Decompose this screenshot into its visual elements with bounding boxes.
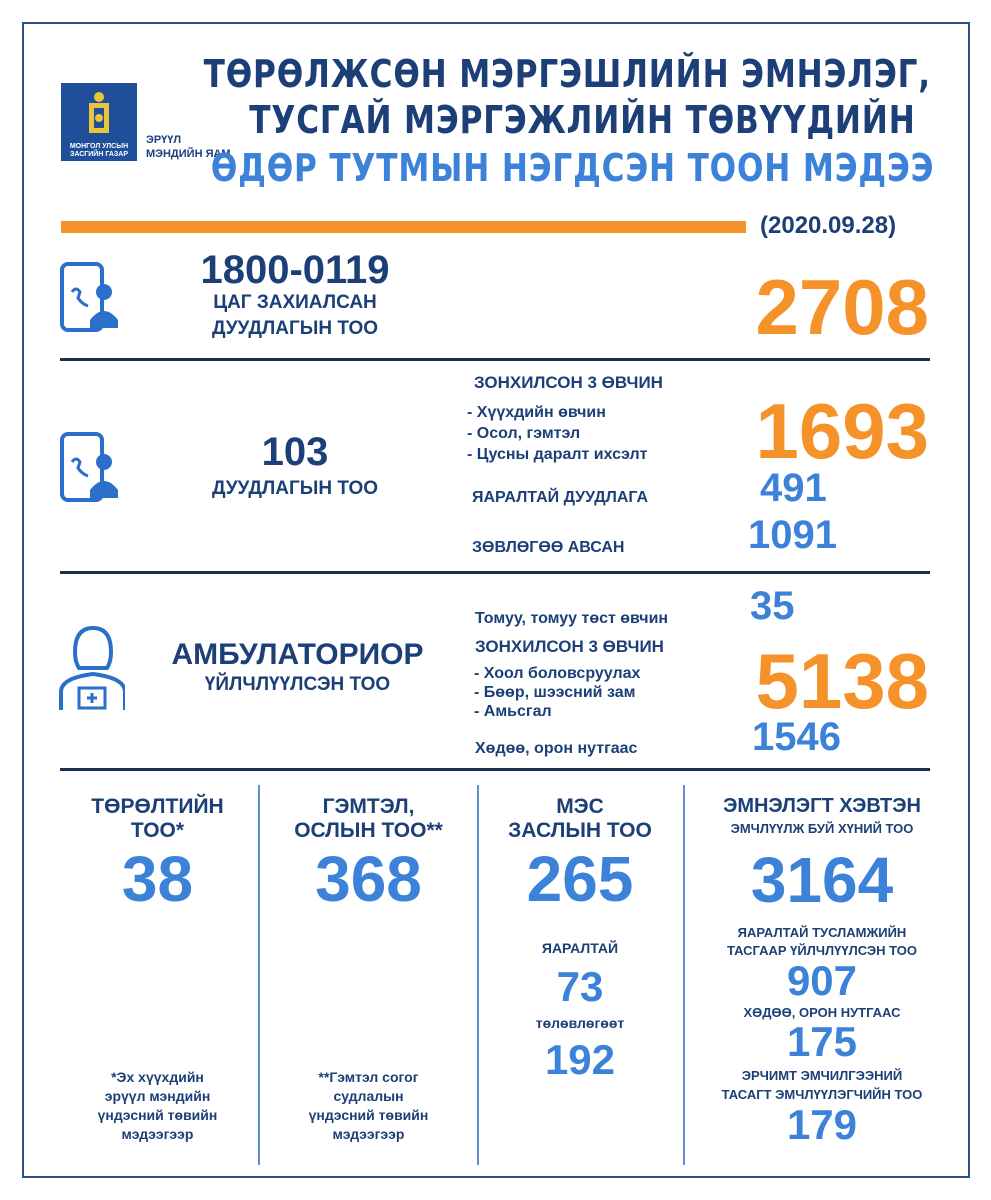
injuries-note: **Гэмтэл согог [318, 1069, 419, 1085]
births-value: 38 [121, 843, 194, 915]
hotline-number: 1800-0119 [200, 248, 390, 292]
government-logo [61, 83, 137, 161]
logo-text: МОНГОЛ УЛСЫН ЗАСГИЙН ГАЗАР [69, 143, 129, 159]
rural-label: Хөдөө, орон нутгаас [475, 740, 638, 757]
flu-label: Томуу, томуу төст өвчин [475, 610, 669, 627]
inpatient-title: ЭМНЭЛЭГТ ХЭВТЭН [723, 795, 921, 817]
surgery-emergency-value: 73 [556, 962, 604, 1010]
injuries-value: 368 [315, 843, 422, 915]
er-label: ЯАРАЛТАЙ ТУСЛАМЖИЙН [737, 924, 907, 940]
disease-item: - Осол, гэмтэл [467, 424, 581, 442]
surgery-title-2: ЗАСЛЫН ТОО [508, 819, 652, 842]
injuries-title: ГЭМТЭЛ, [322, 795, 415, 818]
column-divider [683, 785, 685, 1165]
orange-bar [61, 221, 746, 233]
doctor-icon [55, 622, 125, 714]
calls-label: ДУУДЛАГЫН ТОО [211, 478, 379, 499]
injuries-note: судлалын [333, 1087, 404, 1104]
top3-title: ЗОНХИЛСОН 3 ӨВЧИН [474, 373, 663, 392]
booked-calls-label-2: ДУУДЛАГЫН ТОО [211, 318, 379, 339]
title-line2: ТУСГАЙ МЭРГЭЖЛИЙН ТӨВҮҮДИЙН [249, 98, 916, 142]
divider [60, 768, 930, 771]
icu-value: 179 [786, 1100, 858, 1148]
top3-title: ЗОНХИЛСОН 3 ӨВЧИН [475, 637, 664, 656]
er-label-2: ТАСГААР ҮЙЛЧЛҮҮЛСЭН ТОО [726, 942, 918, 958]
emergency-hotline-number: 103 [261, 430, 329, 474]
column-divider [477, 785, 479, 1165]
flu-value: 35 [750, 584, 795, 628]
ministry-name-line1: ЭРҮҮЛ [146, 134, 182, 146]
births-note: мэдээгээр [121, 1125, 194, 1142]
column-divider [258, 785, 260, 1165]
emergency-calls-label: ЯАРАЛТАЙ ДУУДЛАГА [472, 489, 649, 506]
disease-item: - Амьсгал [474, 703, 552, 721]
inpatient-value: 3164 [750, 843, 894, 916]
icu-label: ЭРЧИМТ ЭМЧИЛГЭЭНИЙ [741, 1068, 903, 1084]
rural-value: 1546 [752, 715, 841, 759]
surgery-planned-value: 192 [544, 1035, 616, 1083]
divider [60, 571, 930, 574]
title-line3: ӨДӨР ТУТМЫН НЭГДСЭН ТООН МЭДЭЭ [210, 146, 934, 190]
surgery-planned-label: төлөвлөгөөт [535, 1014, 625, 1031]
ministry-name-line2: МЭНДИЙН ЯАМ [146, 148, 231, 161]
births-title: ТӨРӨЛТИЙН [91, 795, 224, 818]
er-value: 907 [786, 956, 858, 1004]
emergency-calls-value: 491 [760, 466, 827, 510]
disease-item: - Хүүхдийн өвчин [467, 404, 606, 421]
disease-item: - Хоол боловсруулах [474, 665, 641, 682]
phone-doctor-icon [60, 432, 122, 504]
icu-label-2: ТАСАГТ ЭМЧЛҮҮЛЭГЧИЙН ТОО [721, 1086, 923, 1102]
inpatient-subtitle: ЭМЧЛҮҮЛЖ БУЙ ХҮНИЙ ТОО [730, 821, 914, 836]
advice-label: ЗӨВЛӨГӨӨ АВСАН [472, 539, 625, 556]
outpatient-title: АМБУЛАТОРИОР [171, 638, 424, 671]
top3-value: 1693 [755, 387, 929, 475]
inpatient-rural-value: 175 [786, 1018, 858, 1066]
advice-value: 1091 [748, 513, 837, 557]
disease-item: - Бөөр, шээсний зам [474, 684, 636, 702]
injuries-title-2: ОСЛЫН ТОО** [294, 819, 443, 842]
injuries-note: үндэсний төвийн [308, 1106, 429, 1123]
divider [60, 358, 930, 361]
booked-calls-label-1: ЦАГ ЗАХИАЛСАН [213, 292, 377, 313]
inpatient-rural-label: ХӨДӨӨ, ОРОН НУТГААС [743, 1004, 901, 1020]
title-line1: ТӨРӨЛЖСӨН МЭРГЭШЛИЙН ЭМНЭЛЭГ, [203, 52, 931, 96]
top3-value: 5138 [755, 637, 929, 725]
booked-calls-value: 2708 [755, 263, 929, 351]
injuries-note: мэдээгээр [332, 1125, 405, 1142]
births-note: эрүүл мэндийн [104, 1087, 211, 1104]
surgery-emergency-label: ЯАРАЛТАЙ [541, 940, 619, 956]
soyombo-emblem-icon [61, 83, 137, 138]
births-note: *Эх хүүхдийн [111, 1069, 204, 1085]
phone-doctor-icon [60, 262, 122, 334]
surgery-title: МЭС [556, 795, 604, 818]
disease-item: - Цусны даралт ихсэлт [467, 445, 648, 463]
births-note: үндэсний төвийн [97, 1106, 218, 1123]
births-title-2: ТОО* [130, 819, 185, 842]
outpatient-subtitle: ҮЙЛЧЛҮҮЛСЭН ТОО [204, 674, 391, 695]
report-date: (2020.09.28) [760, 212, 897, 239]
surgery-value: 265 [526, 843, 634, 915]
